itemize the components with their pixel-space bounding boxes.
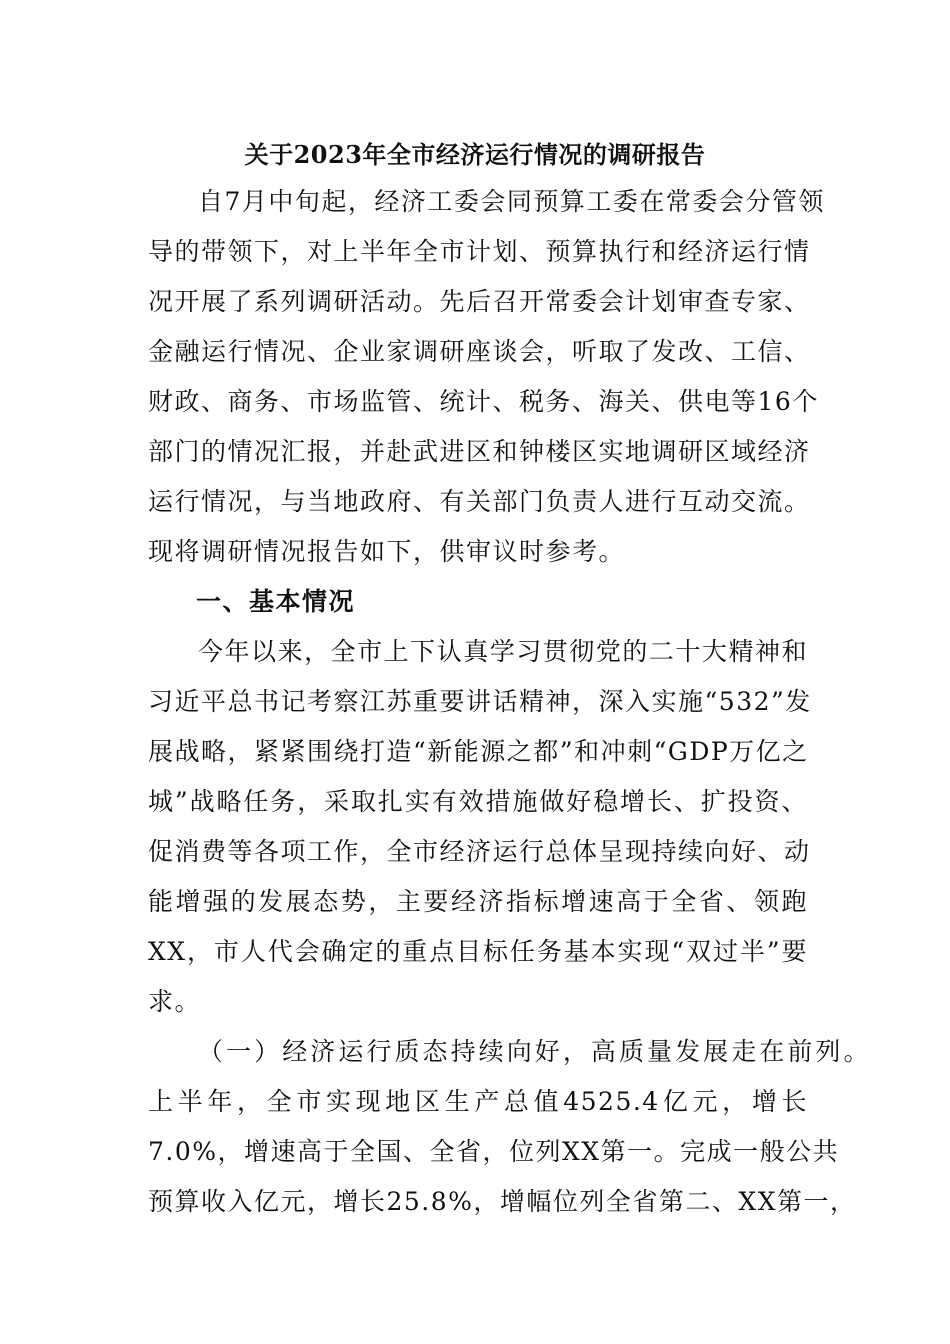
- paragraph-line: 7.0%，增速高于全国、全省，位列XX第一。完成一般公共: [148, 1137, 840, 1166]
- paragraph-line: 今年以来，全市上下认真学习贯彻党的二十大精神和: [198, 637, 808, 666]
- paragraph-line: 部门的情况汇报，并赴武进区和钟楼区实地调研区域经济: [148, 437, 811, 466]
- paragraph-line: 展战略，紧紧围绕打造“新能源之都”和冲刺“GDP万亿之: [148, 737, 809, 766]
- paragraph-line: 求。: [148, 987, 202, 1016]
- document-title: 关于2023年全市经济运行情况的调研报告: [244, 140, 706, 169]
- paragraph-line: 金融运行情况、企业家调研座谈会，听取了发改、工信、: [148, 337, 811, 366]
- paragraph-line: XX，市人代会确定的重点目标任务基本实现“双过半”要: [148, 937, 808, 966]
- paragraph-line: 财政、商务、市场监管、统计、税务、海关、供电等16个: [148, 387, 819, 416]
- paragraph-line: 促消费等各项工作，全市经济运行总体呈现持续向好、动: [148, 837, 811, 866]
- paragraph-line: （一）经济运行质态持续向好，高质量发展走在前列。: [198, 1037, 870, 1066]
- paragraph-line: 能增强的发展态势，主要经济指标增速高于全省、领跑: [148, 887, 808, 916]
- paragraph-line: 导的带领下，对上半年全市计划、预算执行和经济运行情: [148, 237, 811, 266]
- paragraph-line: 现将调研情况报告如下，供审议时参考。: [148, 537, 626, 566]
- paragraph-line: 城”战略任务，采取扎实有效措施做好稳增长、扩投资、: [148, 787, 808, 816]
- paragraph-line: 运行情况，与当地政府、有关部门负责人进行互动交流。: [148, 487, 811, 516]
- section-heading: 一、基本情况: [196, 587, 356, 616]
- paragraph-line: 上半年，全市实现地区生产总值4525.4亿元，增长: [148, 1087, 808, 1116]
- paragraph-line: 自7月中旬起，经济工委会同预算工委在常委会分管领: [198, 187, 825, 216]
- paragraph-line: 预算收入亿元，增长25.8%，增幅位列全省第二、XX第一，: [148, 1187, 857, 1216]
- paragraph-line: 况开展了系列调研活动。先后召开常委会计划审查专家、: [148, 287, 811, 316]
- paragraph-line: 习近平总书记考察江苏重要讲话精神，深入实施“532”发: [148, 687, 812, 716]
